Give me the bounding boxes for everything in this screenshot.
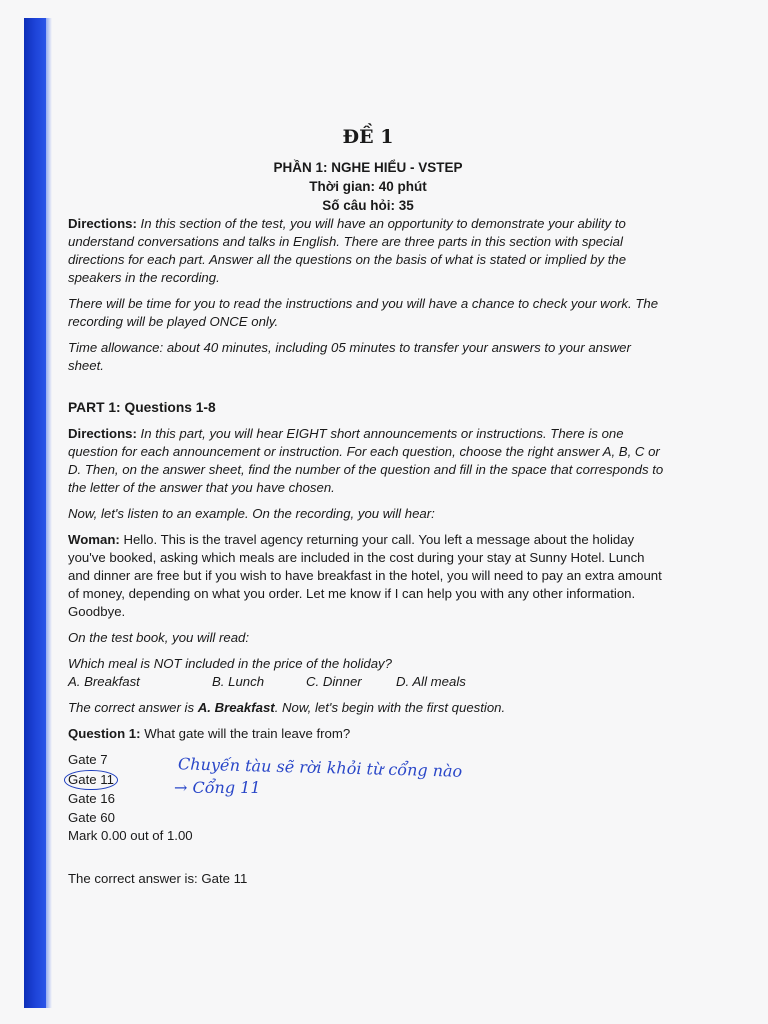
option-gate-16: Gate 16 [68, 791, 115, 806]
example-options [68, 673, 668, 691]
circled-answer: Gate 11 [64, 770, 118, 791]
part1-directions-text: In this part, you will hear EIGHT short announcements or instructions. There is one question for each announcement or instruction. For each question, choose the right answer A, B, C or D. Then, on the answer sheet, find the number of the question and fill in the space that corresponds to the letter of the answer that you have chosen. [68, 426, 664, 495]
question-1-correct: The correct answer is: Gate 11 [68, 870, 248, 886]
example-option-d: D. All meals [396, 674, 466, 689]
general-directions [68, 215, 668, 287]
example-question: Which meal is NOT included in the price of the holiday? [68, 656, 392, 671]
mark-line: Mark 0.00 out of 1.00 [68, 828, 193, 843]
part1-directions-label: Directions: [68, 426, 137, 441]
part1-heading: PART 1: Questions 1-8 [68, 400, 216, 415]
woman-transcript [68, 531, 668, 621]
woman-text: Hello. This is the travel agency returning your call. You left a message about the holiday you've booked, asking which meals are included in the cost during your stay at Sunny Hotel. Lunch and dinner are free but if you wish to have breakfast in the hotel, you will need to pay an extra amount of money, depending on what you order. Let me know if I can help you with any other information. Goodbye. [68, 532, 662, 619]
example-intro: Now, let's listen to an example. On the recording, you will hear: [68, 506, 435, 521]
correct-answer-value: A. Breakfast [197, 700, 275, 715]
time-limit: Thời gian: 40 phút [309, 179, 427, 194]
correct-suffix: . Now, let's begin with the first question. [274, 700, 506, 715]
binding-strip [24, 18, 46, 1008]
directions-text: In this section of the test, you will have an opportunity to demonstrate your ability to understand conversations and talks in English. There are three parts in this section with special directions for each part. Answer all the questions on the basis of what is stated or implied by the speakers in the recording. [68, 216, 627, 285]
option-gate-7: Gate 7 [68, 752, 108, 767]
directions-label: Directions: [68, 216, 137, 231]
example-option-a: A. Breakfast [68, 674, 140, 689]
test-book-intro: On the test book, you will read: [68, 630, 250, 645]
exam-title: ĐỀ 1 [342, 126, 394, 148]
handwritten-note-2: → Cổng 11 [174, 778, 261, 797]
handwritten-note-1: Chuyến tàu sẽ rời khỏi từ cổng nào [177, 754, 463, 781]
question-count: Số câu hỏi: 35 [322, 198, 414, 213]
woman-label: Woman: [68, 532, 120, 547]
time-allowance: Time allowance: about 40 minutes, including 05 minutes to transfer your answers to your answer sheet. [68, 340, 631, 373]
binding-strip-shadow [46, 18, 52, 1008]
example-correct-answer [68, 699, 668, 717]
question-1-label: Question 1: [68, 726, 141, 741]
option-gate-60: Gate 60 [68, 809, 115, 825]
example-option-c: C. Dinner [306, 674, 362, 689]
question-1-text: What gate will the train leave from? [140, 726, 351, 741]
section-title: PHẦN 1: NGHE HIỂU - VSTEP [273, 160, 463, 175]
example-option-b: B. Lunch [212, 674, 265, 689]
correct-prefix: The correct answer is [68, 700, 198, 715]
part1-directions [68, 425, 668, 497]
time-note: There will be time for you to read the instructions and you will have a chance to check your work. The recording will be played ONCE only. [68, 296, 659, 329]
question-1 [68, 725, 668, 743]
